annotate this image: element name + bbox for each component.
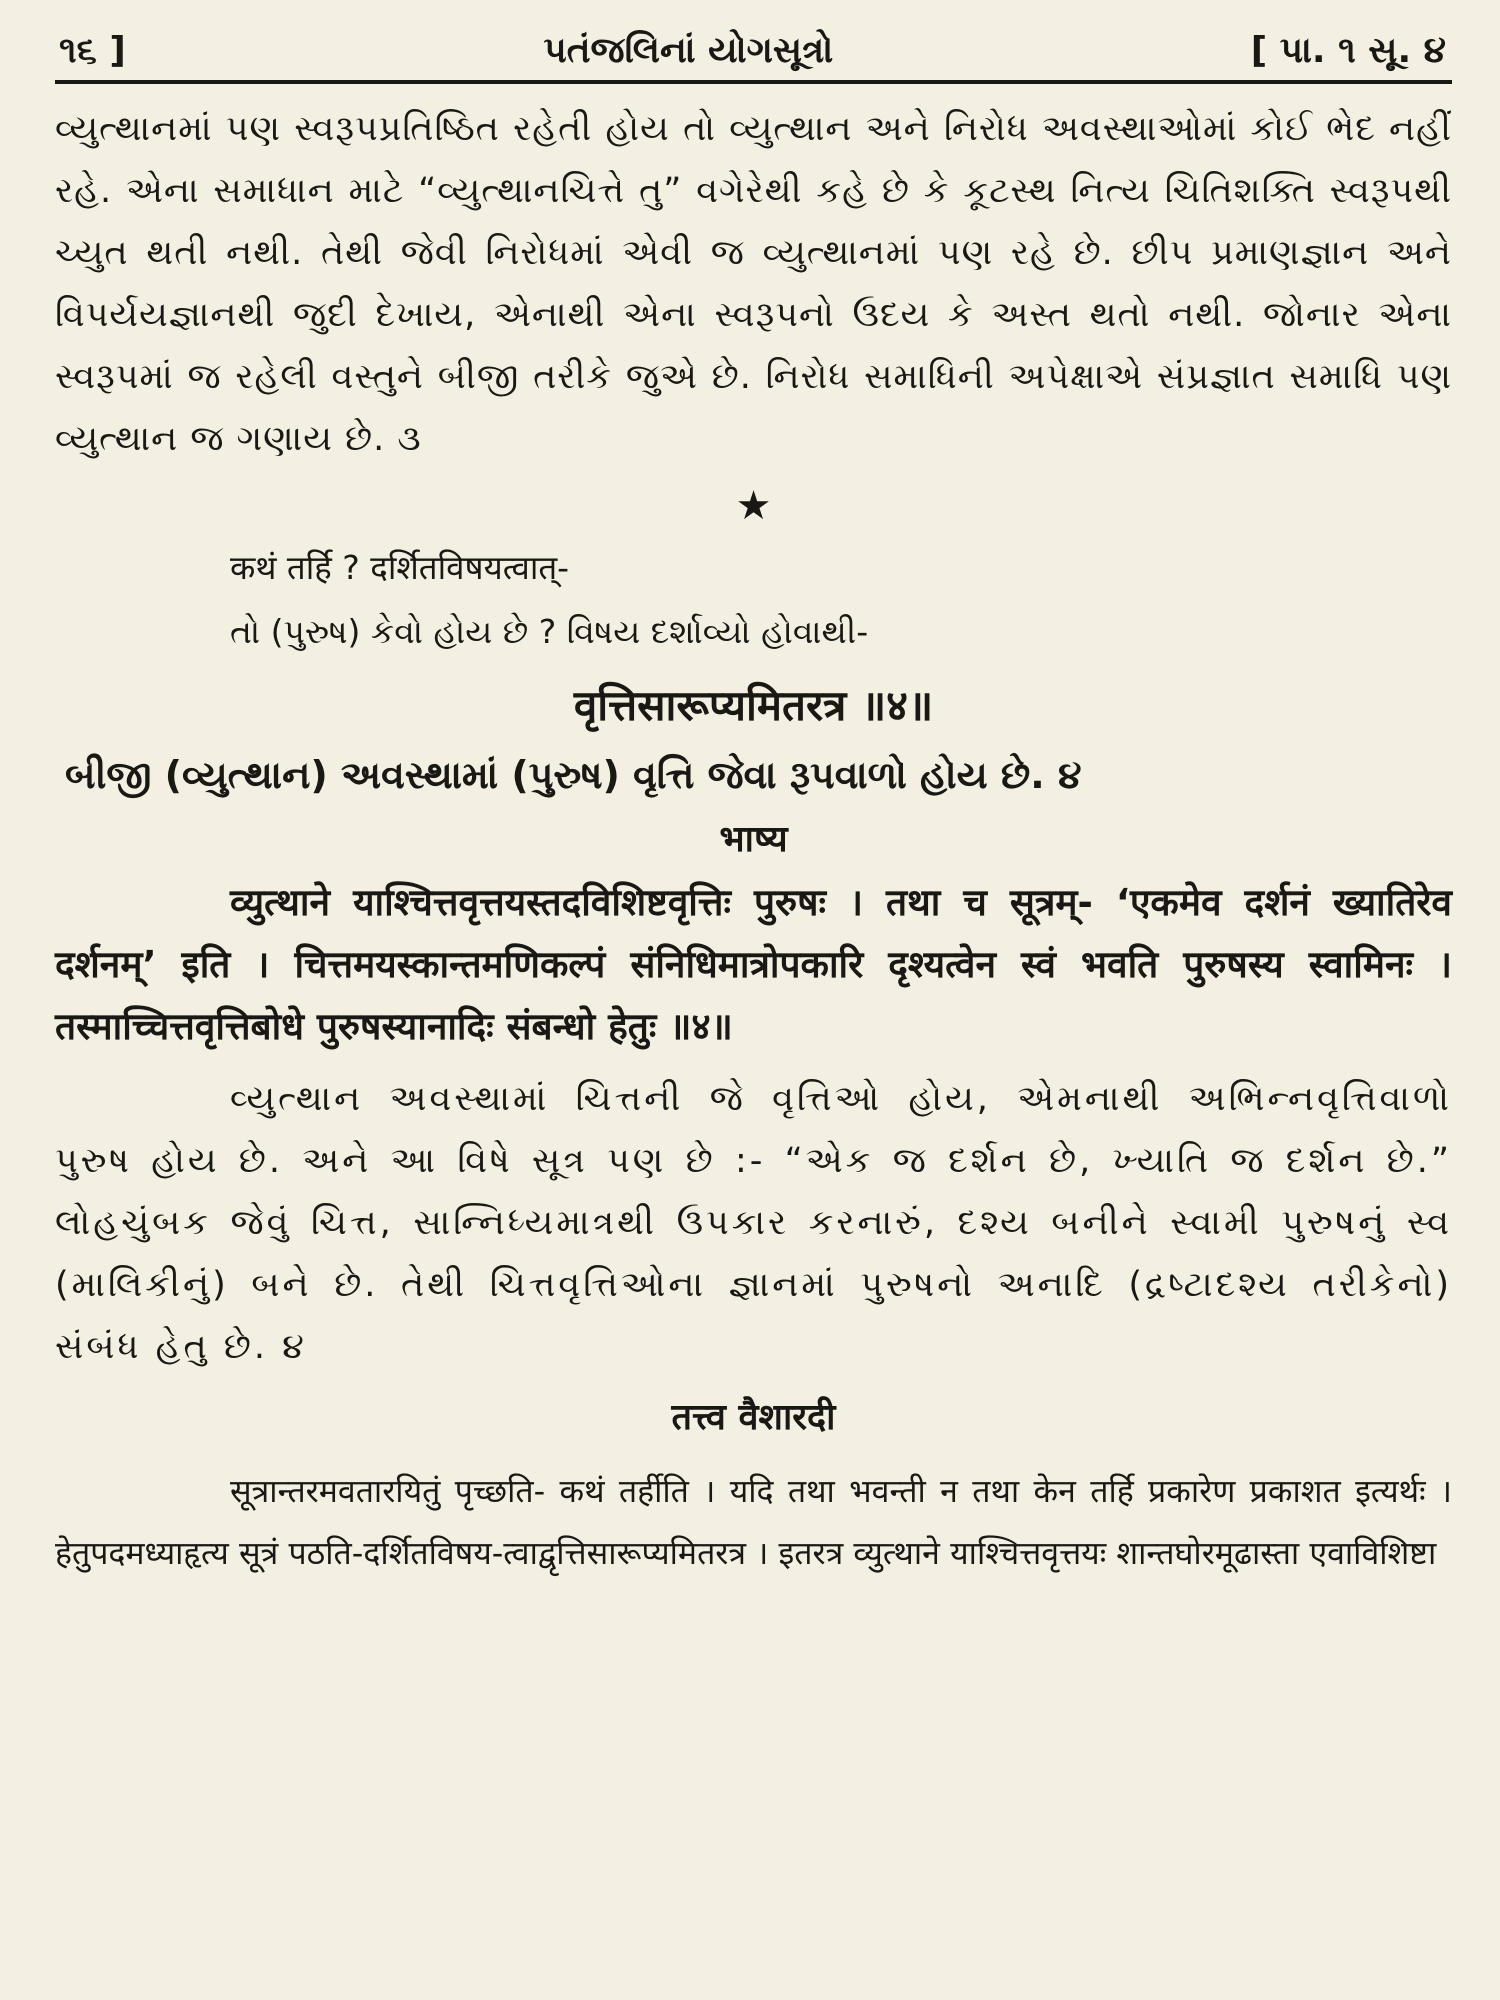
sutra-gujarati: બીજી (વ્યુત્થાન) અવસ્થામાં (પુરુષ) વૃત્તિ જેવા રૂપવાળો હોય છે. ૪ <box>65 753 1082 797</box>
tattva-vaisharadi-text: सूत्रान्तरमवतारयितुं पृच्छति- कथं तर्हीति । यदि तथा भवन्ती न तथा केन तर्हि प्रकारेण प्रकाशत इत्यर्थः । हेतुपदमध्याहृत्य सूत्रं पठति-दर्शितविषय-त्वाद्वृत्तिसारूप्यमितरत्र । इतरत्र व्युत्थाने याश्चित्तवृत्तयः शान्तघोरमूढास्ता एवाविशिष्टा <box>55 1472 1452 1572</box>
sutra-sanskrit: वृत्तिसारूप्यमितरत्र ॥४॥ <box>573 681 934 730</box>
page-title: પતંજલિનાં યોગસૂત્રો <box>543 30 834 71</box>
bhashya-text: व्युत्थाने याश्चित्तवृत्तयस्तदविशिष्टवृत्तिः पुरुषः । तथा च सूत्रम्- ‘एकमेव दर्शनं ख्यातिरेव दर्शनम्’ इति । चित्तमयस्कान्तमणिकल्पं संनिधिमात्रोपकारि दृश्यत्वेन स्वं भवति पुरुषस्य स्वामिनः । तस्माच्चित्तवृत्तिबोधे पुरुषस्यानादिः संबन्धो हेतुः ॥४॥ <box>55 881 1452 1048</box>
header-rule <box>55 80 1452 84</box>
tattva-vaisharadi-heading: तत्त्व वैशारदी <box>671 1397 836 1438</box>
bhashya-translation: વ્યુત્થાન અવસ્થામાં ચિત્તની જે વૃત્તિઓ હોય, એમનાથી અભિન્નવૃત્તિવાળો પુરુષ હોય છે. અને આ વિષે સૂત્ર પણ છે :- “એક જ દર્શન છે, ખ્યાતિ જ દર્શન છે.” લોહચુંબક જેવું ચિત્ત, સાન્નિધ્યમાત્રથી ઉપકાર કરનારું, દશ્ય બનીને સ્વામી પુરુષનું સ્વ (માલિકીનું) બને છે. તેથી ચિત્તવૃત્તિઓના જ્ઞાનમાં પુરુષનો અનાદિ (દ્રષ્ટાદશ્ય તરીકેનો) સંબંધ હેતુ છે. ૪ <box>55 1079 1452 1367</box>
section-reference: [ પા. ૧ સૂ. ૪ <box>1250 30 1446 71</box>
page-number: ૧૬ ] <box>59 30 126 71</box>
question-sanskrit: कथं तर्हि ? दर्शितविषयत्वात्- <box>230 548 570 587</box>
star-separator: ★ <box>735 483 772 529</box>
commentary-paragraph-3: વ્યુત્થાનમાં પણ સ્વરૂપપ્રતિષ્ઠિત રહેતી હોય તો વ્યુત્થાન અને નિરોધ અવસ્થાઓમાં કોઈ ભેદ નહીં રહે. એના સમાધાન માટે “વ્યુત્થાનચિત્તે તુ” વગેરેથી કહે છે કે કૂટસ્થ નિત્ય ચિતિશક્તિ સ્વરૂપથી ચ્યુત થતી નથી. તેથી જેવી નિરોધમાં એવી જ વ્યુત્થાનમાં પણ રહે છે. છીપ પ્રમાણજ્ઞાન અને વિપર્યયજ્ઞાનથી જુદી દેખાય, એનાથી એના સ્વરૂપનો ઉદય કે અસ્ત થતો નથી. જોનાર એના સ્વરૂપમાં જ રહેલી વસ્તુને બીજી તરીકે જુએ છે. નિરોધ સમાધિની અપેક્ષાએ સંપ્રજ્ઞાત સમાધિ પણ વ્યુત્થાન જ ગણાય છે. ૩ <box>55 109 1452 459</box>
page-header <box>55 30 1452 80</box>
bhashya-heading: भाष्य <box>719 819 788 860</box>
question-gujarati: તો (પુરુષ) કેવો હોય છે ? વિષય દર્શાવ્યો હોવાથી- <box>230 612 869 651</box>
